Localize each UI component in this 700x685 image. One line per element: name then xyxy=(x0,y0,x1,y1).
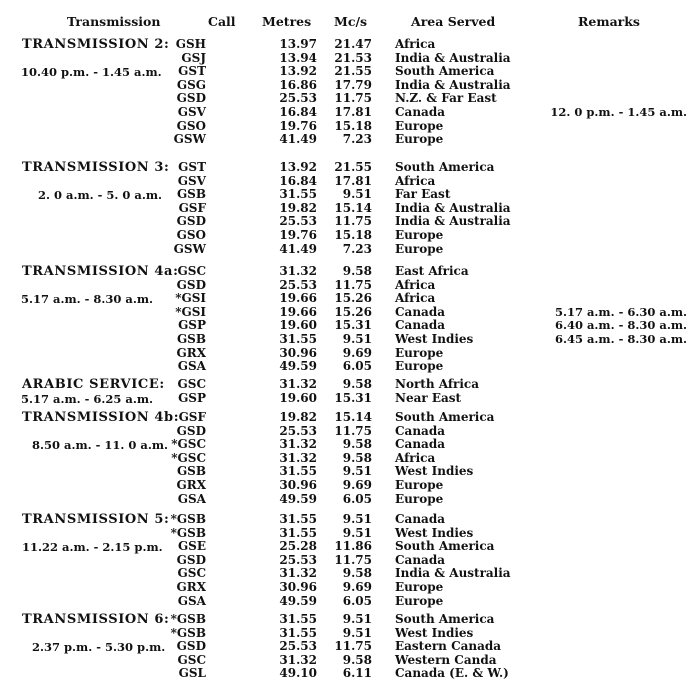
header-remarks: Remarks xyxy=(578,14,640,29)
wavelength-metres: 31.32 xyxy=(279,437,317,452)
call-sign: GSD xyxy=(176,214,206,229)
call-sign: GSE xyxy=(177,539,206,554)
area-served: Western Canda xyxy=(395,652,497,667)
frequency-mcs: 15.31 xyxy=(334,318,372,333)
table-row xyxy=(0,378,700,392)
wavelength-metres: 49.59 xyxy=(279,491,317,506)
wavelength-metres: 49.59 xyxy=(279,593,317,608)
area-served: Europe xyxy=(395,228,444,242)
area-served: Africa xyxy=(395,173,436,188)
frequency-mcs: 15.26 xyxy=(334,291,372,306)
call-sign: GSW xyxy=(173,132,206,147)
table-row xyxy=(0,333,700,347)
remarks: 6.45 a.m. - 8.30 a.m. xyxy=(554,332,687,346)
area-served: Europe xyxy=(395,118,444,133)
section-title: TRANSMISSION 4b: xyxy=(22,410,180,425)
frequency-mcs: 17.79 xyxy=(334,77,372,92)
frequency-mcs: 15.14 xyxy=(334,410,372,424)
call-sign: *GSI xyxy=(175,291,206,306)
table-row xyxy=(0,52,700,66)
table-row xyxy=(0,540,700,554)
area-served: Canada xyxy=(395,304,445,319)
wavelength-metres: 19.60 xyxy=(279,318,317,333)
table-row xyxy=(0,567,700,581)
table-row xyxy=(0,306,700,320)
frequency-mcs: 15.31 xyxy=(334,390,372,405)
frequency-mcs: 9.58 xyxy=(342,450,372,465)
wavelength-metres: 19.76 xyxy=(279,228,317,242)
frequency-mcs: 17.81 xyxy=(334,105,372,119)
call-sign: GST xyxy=(178,160,206,174)
table-row xyxy=(0,527,700,541)
frequency-mcs: 17.81 xyxy=(334,173,372,188)
call-sign: GSD xyxy=(176,277,206,292)
call-sign: GSA xyxy=(177,491,206,506)
call-sign: GSB xyxy=(176,332,206,346)
call-sign: GRX xyxy=(176,345,206,360)
wavelength-metres: 31.32 xyxy=(279,566,317,581)
wavelength-metres: 49.59 xyxy=(279,359,317,374)
section-time: 11.22 a.m. - 2.15 p.m. xyxy=(22,540,163,555)
section-title: TRANSMISSION 2: xyxy=(22,37,170,52)
wavelength-metres: 31.55 xyxy=(279,612,317,626)
section-time: 5.17 a.m. - 8.30 a.m. xyxy=(21,292,154,307)
wavelength-metres: 31.55 xyxy=(279,464,317,479)
wavelength-metres: 30.96 xyxy=(279,345,317,360)
frequency-mcs: 11.75 xyxy=(334,639,372,654)
call-sign: GSC xyxy=(177,264,206,278)
table-row xyxy=(0,493,700,507)
call-sign: GSC xyxy=(177,377,206,391)
section-time: 8.50 a.m. - 11. 0 a.m. xyxy=(32,438,169,453)
frequency-mcs: 11.75 xyxy=(334,423,372,438)
area-served: Europe xyxy=(395,345,444,360)
call-sign: GSA xyxy=(177,359,206,374)
table-row xyxy=(0,347,700,361)
wavelength-metres: 41.49 xyxy=(279,132,317,147)
wavelength-metres: 31.55 xyxy=(279,625,317,640)
area-served: India & Australia xyxy=(395,200,511,215)
wavelength-metres: 19.82 xyxy=(279,200,317,215)
wavelength-metres: 19.76 xyxy=(279,118,317,133)
table-row xyxy=(0,667,700,681)
table-row xyxy=(0,452,700,466)
section-title: TRANSMISSION 4a: xyxy=(22,264,179,279)
area-served: Europe xyxy=(395,593,444,608)
table-row xyxy=(0,554,700,568)
frequency-mcs: 7.23 xyxy=(342,132,372,147)
table-row xyxy=(0,654,700,668)
call-sign: GSF xyxy=(178,200,206,215)
frequency-mcs: 21.53 xyxy=(334,50,372,65)
area-served: North Africa xyxy=(395,377,479,391)
area-served: South America xyxy=(395,64,495,79)
frequency-mcs: 9.69 xyxy=(342,580,372,594)
frequency-mcs: 15.18 xyxy=(334,118,372,133)
header-transmission: Transmission xyxy=(67,14,161,29)
wavelength-metres: 16.84 xyxy=(279,105,317,119)
area-served: Canada xyxy=(395,423,445,438)
header-call: Call xyxy=(208,14,236,29)
frequency-mcs: 11.75 xyxy=(334,552,372,567)
frequency-mcs: 9.51 xyxy=(342,332,372,346)
frequency-mcs: 9.58 xyxy=(342,264,372,278)
wavelength-metres: 13.94 xyxy=(279,50,317,65)
call-sign: GSJ xyxy=(181,50,206,65)
table-row xyxy=(0,581,700,595)
remarks: 5.17 a.m. - 6.30 a.m. xyxy=(554,304,687,319)
area-served: West Indies xyxy=(395,525,474,540)
area-served: Africa xyxy=(395,277,436,292)
wavelength-metres: 31.32 xyxy=(279,264,317,278)
table-row xyxy=(0,92,700,106)
area-served: India & Australia xyxy=(395,50,511,65)
table-row xyxy=(0,360,700,374)
call-sign: GRX xyxy=(176,580,206,594)
wavelength-metres: 16.86 xyxy=(279,77,317,92)
section-time: 2.37 p.m. - 5.30 p.m. xyxy=(32,640,166,655)
call-sign: *GSB xyxy=(170,612,206,626)
area-served: Canada xyxy=(395,105,445,119)
wavelength-metres: 31.55 xyxy=(279,512,317,526)
area-served: Europe xyxy=(395,132,444,147)
frequency-mcs: 9.58 xyxy=(342,437,372,452)
table-row xyxy=(0,243,700,257)
table-row xyxy=(0,79,700,93)
table-row xyxy=(0,513,700,527)
call-sign: GSC xyxy=(177,652,206,667)
table-row xyxy=(0,465,700,479)
area-served: India & Australia xyxy=(395,77,511,92)
frequency-mcs: 9.51 xyxy=(342,464,372,479)
frequency-mcs: 11.75 xyxy=(334,214,372,229)
frequency-mcs: 9.51 xyxy=(342,187,372,202)
table-row xyxy=(0,279,700,293)
frequency-mcs: 9.51 xyxy=(342,525,372,540)
area-served: Canada xyxy=(395,552,445,567)
call-sign: GSO xyxy=(176,228,206,242)
call-sign: *GSI xyxy=(175,304,206,319)
table-row xyxy=(0,627,700,641)
area-served: South America xyxy=(395,539,495,554)
frequency-mcs: 9.51 xyxy=(342,512,372,526)
frequency-mcs: 9.58 xyxy=(342,566,372,581)
table-row xyxy=(0,425,700,439)
wavelength-metres: 25.53 xyxy=(279,91,317,106)
frequency-mcs: 9.51 xyxy=(342,625,372,640)
section-time: 10.40 p.m. - 1.45 a.m. xyxy=(21,65,162,80)
frequency-mcs: 11.75 xyxy=(334,277,372,292)
table-row xyxy=(0,265,700,279)
wavelength-metres: 25.53 xyxy=(279,277,317,292)
call-sign: GSF xyxy=(178,410,206,424)
area-served: India & Australia xyxy=(395,566,511,581)
frequency-mcs: 15.18 xyxy=(334,228,372,242)
wavelength-metres: 25.53 xyxy=(279,552,317,567)
area-served: South America xyxy=(395,160,495,174)
wavelength-metres: 13.92 xyxy=(279,64,317,79)
frequency-mcs: 15.14 xyxy=(334,200,372,215)
call-sign: GSW xyxy=(173,241,206,256)
wavelength-metres: 31.55 xyxy=(279,332,317,346)
call-sign: GSD xyxy=(176,91,206,106)
area-served: India & Australia xyxy=(395,214,511,229)
table-row xyxy=(0,120,700,134)
wavelength-metres: 31.32 xyxy=(279,377,317,391)
section-title: TRANSMISSION 3: xyxy=(22,160,170,175)
call-sign: GSD xyxy=(176,639,206,654)
table-row xyxy=(0,595,700,609)
table-row xyxy=(0,133,700,147)
wavelength-metres: 13.92 xyxy=(279,160,317,174)
call-sign: GSB xyxy=(176,464,206,479)
call-sign: GSC xyxy=(177,566,206,581)
remarks: 6.40 a.m. - 8.30 a.m. xyxy=(554,318,687,333)
table-row xyxy=(0,640,700,654)
table-row xyxy=(0,106,700,120)
call-sign: GST xyxy=(178,64,206,79)
frequency-mcs: 11.86 xyxy=(334,539,372,554)
call-sign: GSH xyxy=(175,37,206,51)
frequency-mcs: 15.26 xyxy=(334,304,372,319)
frequency-mcs: 9.58 xyxy=(342,652,372,667)
wavelength-metres: 19.66 xyxy=(279,291,317,306)
area-served: Far East xyxy=(395,187,451,202)
call-sign: *GSB xyxy=(170,525,206,540)
table-row xyxy=(0,479,700,493)
call-sign: GSV xyxy=(177,105,206,119)
frequency-mcs: 6.05 xyxy=(342,359,372,374)
call-sign: GSA xyxy=(177,593,206,608)
call-sign: GSV xyxy=(177,173,206,188)
section-time: 5.17 a.m. - 6.25 a.m. xyxy=(21,391,154,406)
frequency-mcs: 9.58 xyxy=(342,377,372,391)
frequency-mcs: 9.69 xyxy=(342,478,372,492)
table-row xyxy=(0,229,700,243)
wavelength-metres: 30.96 xyxy=(279,478,317,492)
table-row xyxy=(0,202,700,216)
area-served: N.Z. & Far East xyxy=(395,91,497,106)
frequency-mcs: 21.55 xyxy=(334,64,372,79)
frequency-mcs: 11.75 xyxy=(334,91,372,106)
area-served: Canada (E. & W.) xyxy=(395,666,509,681)
call-sign: *GSB xyxy=(170,512,206,526)
area-served: Europe xyxy=(395,580,444,594)
area-served: South America xyxy=(395,410,495,424)
area-served: Eastern Canada xyxy=(395,639,502,654)
area-served: Canada xyxy=(395,318,445,333)
call-sign: GSD xyxy=(176,552,206,567)
area-served: East Africa xyxy=(395,264,469,278)
frequency-mcs: 7.23 xyxy=(342,241,372,256)
section-title: ARABIC SERVICE: xyxy=(22,377,165,392)
wavelength-metres: 19.66 xyxy=(279,304,317,319)
frequency-mcs: 21.47 xyxy=(334,37,372,51)
area-served: Africa xyxy=(395,291,436,306)
call-sign: *GSB xyxy=(170,625,206,640)
table-row xyxy=(0,38,700,52)
area-served: Canada xyxy=(395,512,445,526)
frequency-mcs: 6.05 xyxy=(342,593,372,608)
wavelength-metres: 49.10 xyxy=(279,666,317,681)
area-served: Europe xyxy=(395,478,444,492)
call-sign: *GSC xyxy=(171,437,206,452)
area-served: West Indies xyxy=(395,464,474,479)
wavelength-metres: 31.32 xyxy=(279,652,317,667)
frequency-mcs: 9.69 xyxy=(342,345,372,360)
wavelength-metres: 31.55 xyxy=(279,187,317,202)
table-row xyxy=(0,319,700,333)
wavelength-metres: 19.82 xyxy=(279,410,317,424)
call-sign: GSD xyxy=(176,423,206,438)
header-metres: Metres xyxy=(262,14,312,29)
section-title: TRANSMISSION 5: xyxy=(22,512,170,527)
area-served: West Indies xyxy=(395,332,474,346)
table-row xyxy=(0,188,700,202)
frequency-mcs: 6.11 xyxy=(342,666,372,681)
table-row xyxy=(0,438,700,452)
wavelength-metres: 41.49 xyxy=(279,241,317,256)
wavelength-metres: 13.97 xyxy=(279,37,317,51)
call-sign: *GSC xyxy=(171,450,206,465)
remarks: 12. 0 p.m. - 1.45 a.m. xyxy=(550,105,687,119)
frequency-mcs: 9.51 xyxy=(342,612,372,626)
area-served: Africa xyxy=(395,37,436,51)
frequency-mcs: 21.55 xyxy=(334,160,372,174)
table-row xyxy=(0,411,700,425)
frequency-mcs: 6.05 xyxy=(342,491,372,506)
table-row xyxy=(0,292,700,306)
area-served: Europe xyxy=(395,359,444,374)
area-served: West Indies xyxy=(395,625,474,640)
call-sign: GSO xyxy=(176,118,206,133)
call-sign: GSB xyxy=(176,187,206,202)
section-title: TRANSMISSION 6: xyxy=(22,612,170,627)
call-sign: GSP xyxy=(178,390,206,405)
wavelength-metres: 25.53 xyxy=(279,423,317,438)
area-served: Canada xyxy=(395,437,445,452)
table-row xyxy=(0,65,700,79)
table-row xyxy=(0,613,700,627)
wavelength-metres: 25.53 xyxy=(279,639,317,654)
area-served: Europe xyxy=(395,241,444,256)
wavelength-metres: 25.53 xyxy=(279,214,317,229)
section-time: 2. 0 a.m. - 5. 0 a.m. xyxy=(38,188,163,203)
header-area-served: Area Served xyxy=(411,14,496,29)
wavelength-metres: 31.55 xyxy=(279,525,317,540)
wavelength-metres: 25.28 xyxy=(279,539,317,554)
area-served: South America xyxy=(395,612,495,626)
wavelength-metres: 16.84 xyxy=(279,173,317,188)
call-sign: GRX xyxy=(176,478,206,492)
header-mcs: Mc/s xyxy=(334,14,368,29)
wavelength-metres: 31.32 xyxy=(279,450,317,465)
wavelength-metres: 30.96 xyxy=(279,580,317,594)
call-sign: GSL xyxy=(178,666,206,681)
table-row xyxy=(0,175,700,189)
table-row xyxy=(0,161,700,175)
table-row xyxy=(0,215,700,229)
area-served: Near East xyxy=(395,390,462,405)
area-served: Europe xyxy=(395,491,444,506)
call-sign: GSP xyxy=(178,318,206,333)
wavelength-metres: 19.60 xyxy=(279,390,317,405)
table-row xyxy=(0,392,700,406)
area-served: Africa xyxy=(395,450,436,465)
call-sign: GSG xyxy=(176,77,206,92)
